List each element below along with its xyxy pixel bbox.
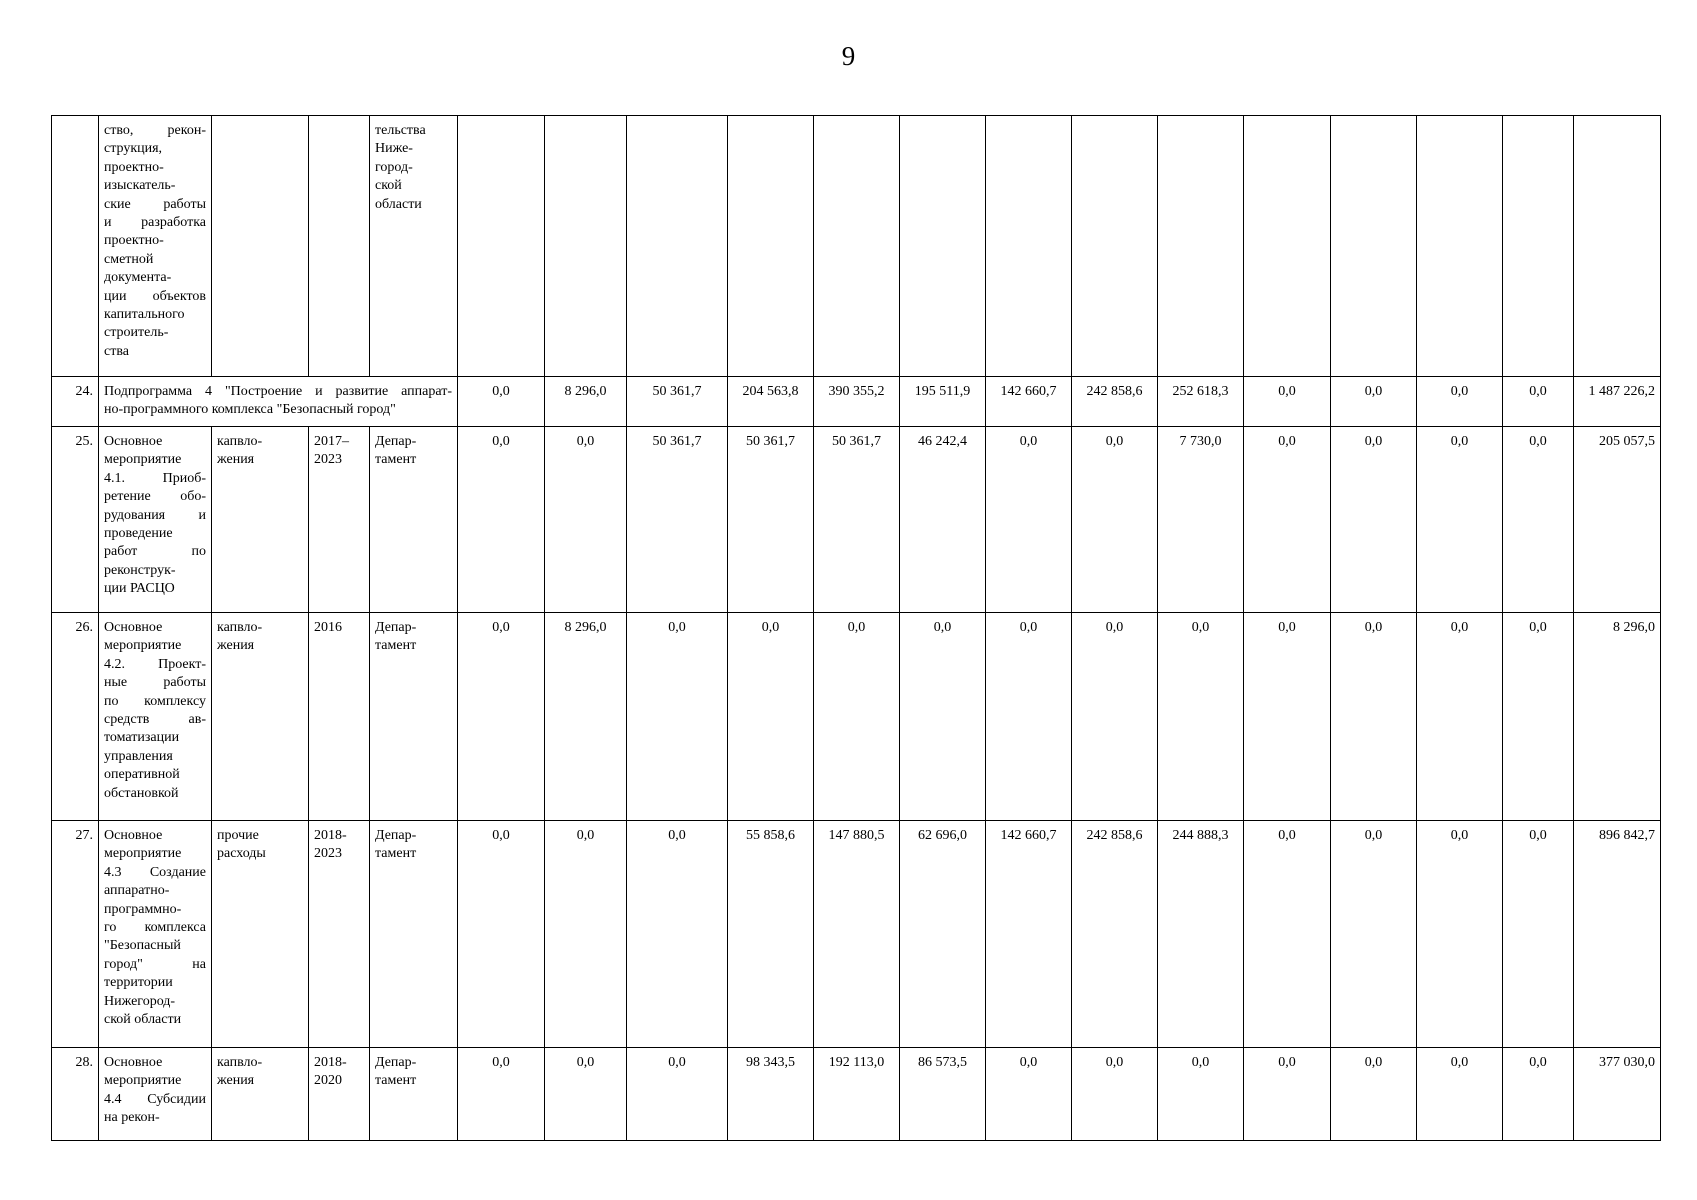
text-line: капвло- [217, 434, 263, 449]
text-line: строитель- [104, 325, 169, 341]
text-line: "Безопасный [104, 938, 181, 954]
item-name-cell [99, 427, 212, 613]
text-line: области [375, 196, 422, 212]
period-cell [309, 821, 370, 1048]
period-cell [309, 427, 370, 613]
value-cell: 8 296,0 [545, 613, 627, 821]
text-line: мероприятие [104, 846, 182, 862]
value-cell [545, 116, 627, 377]
text-line: го комплекса [104, 920, 206, 936]
text-line: документа- [104, 270, 172, 286]
value-cell: 86 573,5 [900, 1048, 986, 1141]
expense-type-cell [212, 821, 309, 1048]
value-cell [458, 116, 545, 377]
expense-type-cell [212, 427, 309, 613]
text-line: изыскатель- [104, 178, 176, 194]
text-line: управления [104, 748, 173, 764]
text-line: 4.4 Субсидии [104, 1091, 206, 1107]
text-line: Основное [104, 434, 163, 449]
executor-cell [370, 116, 458, 377]
row-number-cell [52, 116, 99, 377]
value-cell [728, 116, 814, 377]
value-cell: 50 361,7 [627, 427, 728, 613]
text-line: Нижегород- [104, 993, 176, 1009]
value-cell: 192 113,0 [814, 1048, 900, 1141]
text-line: Основное [104, 1055, 163, 1070]
value-cell: 0,0 [627, 1048, 728, 1141]
value-cell: 0,0 [1158, 1048, 1244, 1141]
value-cell: 0,0 [1417, 821, 1503, 1048]
period-cell [309, 1048, 370, 1141]
item-name-cell [99, 613, 212, 821]
value-cell: 0,0 [900, 613, 986, 821]
text-line: проведение [104, 526, 173, 542]
text-line: Депар- [375, 1055, 417, 1070]
text-line: 2016 [314, 620, 342, 635]
value-cell: 55 858,6 [728, 821, 814, 1048]
total-cell: 205 057,5 [1574, 427, 1661, 613]
item-name-cell [99, 116, 212, 377]
text-line: 2017– [314, 434, 349, 449]
text-line: Подпрограмма 4 "Построение и развитие аппарат- [104, 384, 452, 399]
text-line: прочие [217, 828, 259, 843]
text-line: мероприятие [104, 452, 182, 468]
value-cell: 7 730,0 [1158, 427, 1244, 613]
expense-type-cell [212, 116, 309, 377]
value-cell: 0,0 [545, 427, 627, 613]
text-line: расходы [217, 846, 266, 862]
value-cell: 0,0 [545, 821, 627, 1048]
text-line: тамент [375, 452, 417, 468]
text-line: и разработка [104, 215, 206, 231]
value-cell: 0,0 [1503, 613, 1574, 821]
value-cell [1244, 116, 1331, 377]
value-cell: 244 888,3 [1158, 821, 1244, 1048]
text-line: капвло- [217, 620, 263, 635]
value-cell [1503, 116, 1574, 377]
value-cell: 142 660,7 [986, 377, 1072, 427]
text-line: Депар- [375, 828, 417, 843]
total-cell: 377 030,0 [1574, 1048, 1661, 1141]
table-row [52, 377, 1661, 427]
text-line: средств ав- [104, 712, 206, 728]
text-line: капитального [104, 307, 185, 323]
value-cell: 50 361,7 [728, 427, 814, 613]
value-cell: 0,0 [1331, 1048, 1417, 1141]
value-cell: 0,0 [627, 821, 728, 1048]
executor-cell [370, 613, 458, 821]
value-cell: 195 511,9 [900, 377, 986, 427]
text-line: 2023 [314, 846, 342, 862]
row-number-cell: 26. [52, 613, 99, 821]
value-cell: 204 563,8 [728, 377, 814, 427]
value-cell: 0,0 [458, 613, 545, 821]
text-line: Депар- [375, 434, 417, 449]
value-cell: 0,0 [986, 613, 1072, 821]
text-line: Депар- [375, 620, 417, 635]
row-number-cell: 25. [52, 427, 99, 613]
text-line: оперативной [104, 767, 180, 783]
executor-cell [370, 427, 458, 613]
expense-type-cell [212, 1048, 309, 1141]
text-line: 2018- [314, 828, 347, 843]
value-cell [814, 116, 900, 377]
row-number-cell: 28. [52, 1048, 99, 1141]
funding-table [51, 115, 1661, 1141]
value-cell: 242 858,6 [1072, 821, 1158, 1048]
text-line: проектно- [104, 159, 164, 175]
text-line: реконструк- [104, 562, 176, 578]
value-cell [986, 116, 1072, 377]
row-number-cell: 24. [52, 377, 99, 427]
value-cell: 0,0 [1417, 377, 1503, 427]
text-line: мероприятие [104, 638, 182, 654]
value-cell: 0,0 [458, 1048, 545, 1141]
value-cell: 0,0 [986, 427, 1072, 613]
value-cell: 0,0 [1331, 377, 1417, 427]
text-line: 4.3 Создание [104, 864, 206, 880]
total-cell: 8 296,0 [1574, 613, 1661, 821]
value-cell: 0,0 [1503, 1048, 1574, 1141]
text-line: 4.2. Проект- [104, 656, 206, 672]
value-cell: 0,0 [1331, 427, 1417, 613]
text-line: 4.1. Приоб- [104, 470, 206, 486]
value-cell: 0,0 [1244, 377, 1331, 427]
value-cell: 0,0 [1072, 1048, 1158, 1141]
text-line: 2020 [314, 1073, 342, 1089]
text-line: проектно- [104, 233, 164, 249]
value-cell: 142 660,7 [986, 821, 1072, 1048]
table-row [52, 613, 1661, 821]
value-cell: 50 361,7 [627, 377, 728, 427]
value-cell: 0,0 [1244, 1048, 1331, 1141]
text-line: аппаратно- [104, 883, 170, 899]
value-cell: 0,0 [545, 1048, 627, 1141]
text-line: город- [375, 159, 413, 175]
text-line: Основное [104, 828, 163, 843]
value-cell: 0,0 [458, 821, 545, 1048]
item-name-cell [99, 1048, 212, 1141]
text-line: ретение обо- [104, 489, 206, 505]
value-cell: 50 361,7 [814, 427, 900, 613]
text-line: струкция, [104, 141, 163, 157]
text-line: рудования и [104, 507, 206, 523]
value-cell: 242 858,6 [1072, 377, 1158, 427]
text-line: мероприятие [104, 1073, 182, 1089]
value-cell: 0,0 [1417, 613, 1503, 821]
text-line: тамент [375, 638, 417, 654]
text-line: тельства [375, 123, 426, 138]
total-cell [1574, 116, 1661, 377]
value-cell: 0,0 [814, 613, 900, 821]
text-line: работ по [104, 544, 206, 560]
value-cell [900, 116, 986, 377]
page-number: 9 [841, 41, 856, 71]
value-cell [1417, 116, 1503, 377]
text-line: по комплексу [104, 693, 206, 709]
text-line: сметной [104, 251, 154, 267]
value-cell [627, 116, 728, 377]
text-line: ные работы [104, 675, 206, 691]
executor-cell [370, 1048, 458, 1141]
text-line: томатизации [104, 730, 180, 746]
subprogram-name-cell [99, 377, 458, 427]
value-cell: 0,0 [458, 427, 545, 613]
value-cell: 0,0 [458, 377, 545, 427]
table-row [52, 427, 1661, 613]
text-line: город" на [104, 956, 206, 972]
value-cell: 0,0 [1072, 613, 1158, 821]
expense-type-cell [212, 613, 309, 821]
text-line: территории [104, 975, 173, 991]
value-cell: 0,0 [1331, 821, 1417, 1048]
text-line: жения [217, 1073, 255, 1089]
value-cell: 0,0 [1503, 377, 1574, 427]
value-cell: 0,0 [1244, 427, 1331, 613]
text-line: ской области [104, 1012, 182, 1028]
value-cell: 0,0 [1503, 821, 1574, 1048]
value-cell: 8 296,0 [545, 377, 627, 427]
value-cell: 0,0 [1417, 427, 1503, 613]
value-cell: 0,0 [1244, 821, 1331, 1048]
total-cell: 896 842,7 [1574, 821, 1661, 1048]
text-line: обстановкой [104, 785, 179, 801]
value-cell: 0,0 [986, 1048, 1072, 1141]
text-line: ции РАСЦО [104, 581, 175, 597]
value-cell: 98 343,5 [728, 1048, 814, 1141]
table-row [52, 116, 1661, 377]
text-line: тамент [375, 1073, 417, 1089]
row-number-cell: 27. [52, 821, 99, 1048]
text-line: но-программного комплекса "Безопасный город" [104, 402, 396, 418]
executor-cell [370, 821, 458, 1048]
value-cell: 0,0 [728, 613, 814, 821]
value-cell: 0,0 [1158, 613, 1244, 821]
value-cell [1331, 116, 1417, 377]
text-line: ские работы [104, 196, 206, 212]
value-cell: 0,0 [1417, 1048, 1503, 1141]
text-line: ство, рекон- [104, 123, 206, 138]
value-cell: 62 696,0 [900, 821, 986, 1048]
total-cell: 1 487 226,2 [1574, 377, 1661, 427]
value-cell: 0,0 [1244, 613, 1331, 821]
period-cell [309, 613, 370, 821]
text-line: 2018- [314, 1055, 347, 1070]
value-cell: 46 242,4 [900, 427, 986, 613]
text-line: Ниже- [375, 141, 413, 157]
value-cell [1158, 116, 1244, 377]
text-line: жения [217, 638, 255, 654]
value-cell: 0,0 [1072, 427, 1158, 613]
text-line: программно- [104, 901, 182, 917]
text-line: жения [217, 452, 255, 468]
period-cell [309, 116, 370, 377]
table-row [52, 1048, 1661, 1141]
text-line: на рекон- [104, 1110, 160, 1126]
text-line: Основное [104, 620, 163, 635]
value-cell: 0,0 [1503, 427, 1574, 613]
item-name-cell [99, 821, 212, 1048]
text-line: тамент [375, 846, 417, 862]
text-line: капвло- [217, 1055, 263, 1070]
table-row [52, 821, 1661, 1048]
text-line: ции объектов [104, 288, 206, 304]
value-cell: 252 618,3 [1158, 377, 1244, 427]
value-cell [1072, 116, 1158, 377]
text-line: 2023 [314, 452, 342, 468]
value-cell: 0,0 [627, 613, 728, 821]
value-cell: 390 355,2 [814, 377, 900, 427]
text-line: ской [375, 178, 402, 194]
value-cell: 0,0 [1331, 613, 1417, 821]
text-line: ства [104, 343, 129, 359]
value-cell: 147 880,5 [814, 821, 900, 1048]
